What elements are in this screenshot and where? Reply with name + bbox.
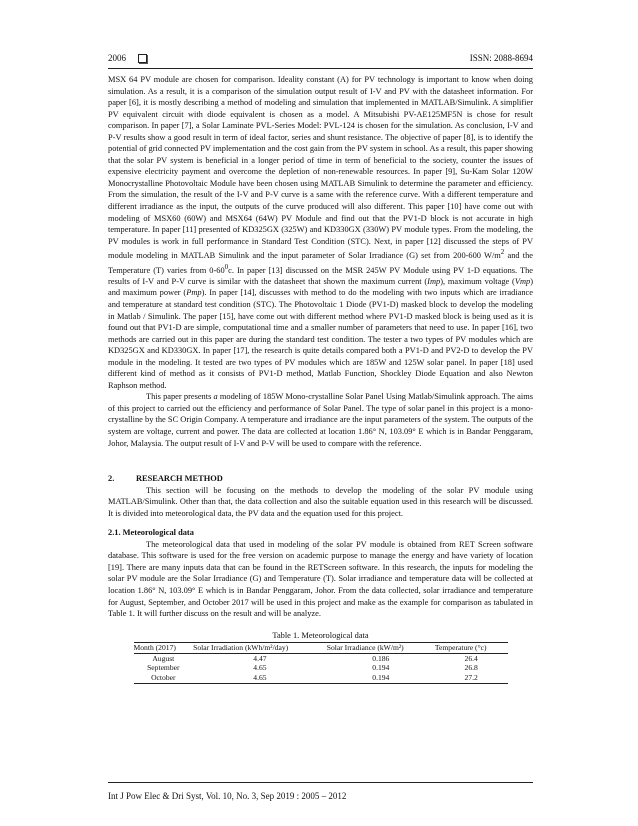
table-header-row bbox=[134, 643, 508, 654]
footer-citation: Int J Pow Elec & Dri Syst, Vol. 10, No. 3, Sep 2019 : 2005 – 2012 bbox=[108, 791, 347, 801]
column-header: Solar Irradiation (kWh/m²/day) bbox=[193, 643, 327, 654]
column-header: Temperature (°c) bbox=[435, 643, 508, 654]
table-row bbox=[134, 653, 508, 663]
column-header: Month (2017) bbox=[134, 643, 194, 654]
header-rule bbox=[108, 68, 533, 69]
table-cell: 0.194 bbox=[372, 663, 390, 673]
table-caption: Table 1. Meteorological data bbox=[272, 630, 369, 640]
table-cell: September bbox=[147, 663, 180, 673]
paragraph-paper-presents: This paper presents a modeling of 185W Mono-crystalline Solar Panel Using Matlab/Simulink approach. The aims of this project to carried out the efficiency and performance of Solar Panel. The type of solar panel in this project is a mono-crystalline by the SC Origin Company. A temperature and irradiance are the input parameters of the system. The outputs of the system are voltage, current and power. The data are collected at location 1.86° N, 103.09° E which is in Bandar Penggaram, Johor, Malaysia. The output result of I-V and P-V will be used to compare with the reference. bbox=[108, 392, 534, 448]
table-row bbox=[134, 663, 508, 673]
paragraph-method-intro: This section will be focusing on the methods to develop the modeling of the solar PV module using MATLAB/Simulink. Other than that, the data collection and also the suitable equation used in this research will be discussed. It is divided into meteorological data, the PV data and the equation used for this project. bbox=[108, 485, 533, 518]
meteorological-table bbox=[134, 642, 508, 683]
section-heading-research-method: 2. RESEARCH METHOD bbox=[108, 474, 223, 484]
table-cell: 26.8 bbox=[464, 663, 478, 673]
table-cell: 4.65 bbox=[193, 673, 327, 683]
running-header bbox=[108, 53, 533, 65]
table-cell: 0.194 bbox=[327, 673, 435, 683]
footer-rule bbox=[108, 782, 533, 783]
table-row bbox=[134, 673, 508, 683]
issn-label: ISSN: 2088-8694 bbox=[469, 53, 533, 63]
table-cell: August bbox=[152, 653, 175, 663]
table-cell: 0.186 bbox=[372, 653, 390, 663]
table-cell: October bbox=[134, 673, 194, 683]
subsection-heading-meteorological: 2.1. Meteorological data bbox=[108, 528, 194, 538]
table-cell: 4.65 bbox=[253, 663, 267, 673]
paragraph-literature-review: MSX 64 PV module are chosen for comparison. Ideality constant (A) for PV technology is important to know when doing simulation. As a result, it is a comparison of the simulation output result of I-V and PV with the datasheet information. For paper [6], it is mostly describing a method of modeling and simulation that implemented in MATLAB/Simulink. A simplifier PV equivalent circuit with diode equivalent is chosen as a model. A Mitsubishi PV-AE125MF5N is chose for result comparison. In paper [7], a Solar Laminate PVL-Series Model: PVL-124 is chosen for the simulation. As conclusion, I-V and P-V results show a good result in term of ideal factor, series and shunt resistance. The objective of paper [8], is to identify the potential of grid connected PV implementation and the cost gain from the PV system in school. As a result, this paper showing that the solar PV system is beneficial in a longer period of time in term of beneficial to the society, counter the issues of expensive electricity payment and overcome the depletion of non-renewable resources. In paper [9], Su-Kam Solar 120W Monocrystalline Photovoltaic Module have been chosen using MATLAB Simulink to determine the parameter and efficiency. From the simulation, the result of the I-V and P-V curve is a same with the reference curve. With a different temperature and different irradiance as the input, the outputs of the curve produced will also different. This paper [10] have come out with modeling of MSX60 (60W) and MSX64 (64W) PV Module and find out that the PV1-D block is not accurate in high temperature. In paper [11] presented of KD325GX (325W) and KD330GX (330W) PV module types. From the modeling, the PV modules is work in full performance in Standard Test Condition (STC). Next, in paper [12] discussed the steps of PV module modeling in MATLAB Simulink and the input parameter of Solar Irradiance (G) set from 200-600 $W/m^2$ and the Temperature (T) varies from $0-60^0c$. In paper [13] discussed on the MSR 245W PV Module using PV 1-D equations. The results of I-V and P-V curve is similar with the datasheet that shown the maximum current (Imp), maximum voltage (Vmp) and maximum power (Pmp). In paper [14], discusses with method to do the modeling with two inputs which are irradiance and temperature at standard test condition (STC). The Photovoltaic 1 Diode (PV1-D) masked block to develop the modeling in Matlab / Simulink. The paper [15], have come out with different method where PV1-D masked block is being used as it is found out that PV1-D are simple, computational time and a smaller number of parameters that need to use. In paper [16], two methods are carried out in this paper are during the standard test condition. The tester a two types of PV modules which are KD325GX and KD330GX. In paper [17], the research is quite details compared both a PV1-D and PV2-D to develop the PV module in the modeling. It tested are two types of PV modules which are 185W and 125W solar panel. In paper [18] used different kind of method as it consists of PV1-D method, Matlab Function, Shockley Diode Equation and also Newton Raphson method. bbox=[108, 75, 534, 390]
article-body bbox=[108, 74, 533, 684]
column-header: Solar Irradiance (kW/m²) bbox=[327, 643, 435, 654]
paragraph-meteorological: The meteorological data that used in modeling of the solar PV module is obtained from RET Screen software database. This software is used for the free version on academic purpose to manage the energy and have variety of location [19]. There are many inputs data that can be found in the RETScreen software. In this research, the inputs for modeling the solar PV module are the Solar Irradiance (G) and Temperature (T). Solar irradiance and temperature data will be collected at location 1.86° N, 103.09° E which is in Bandar Penggaram, Johor. From the data collected, solar irradiance and temperature for August, September, and October 2017 will be used in this project and make as the example for comparison as tabulated in Table 1. It will further discuss on the result and will be analyze. bbox=[108, 539, 533, 619]
spacer bbox=[108, 449, 533, 461]
page-number: 2006 bbox=[108, 53, 126, 63]
table-cell: 4.47 bbox=[253, 653, 267, 663]
table-cell: 26.4 bbox=[464, 653, 478, 663]
table-cell: 27.2 bbox=[435, 673, 508, 683]
checkbox-square-icon bbox=[138, 54, 147, 63]
